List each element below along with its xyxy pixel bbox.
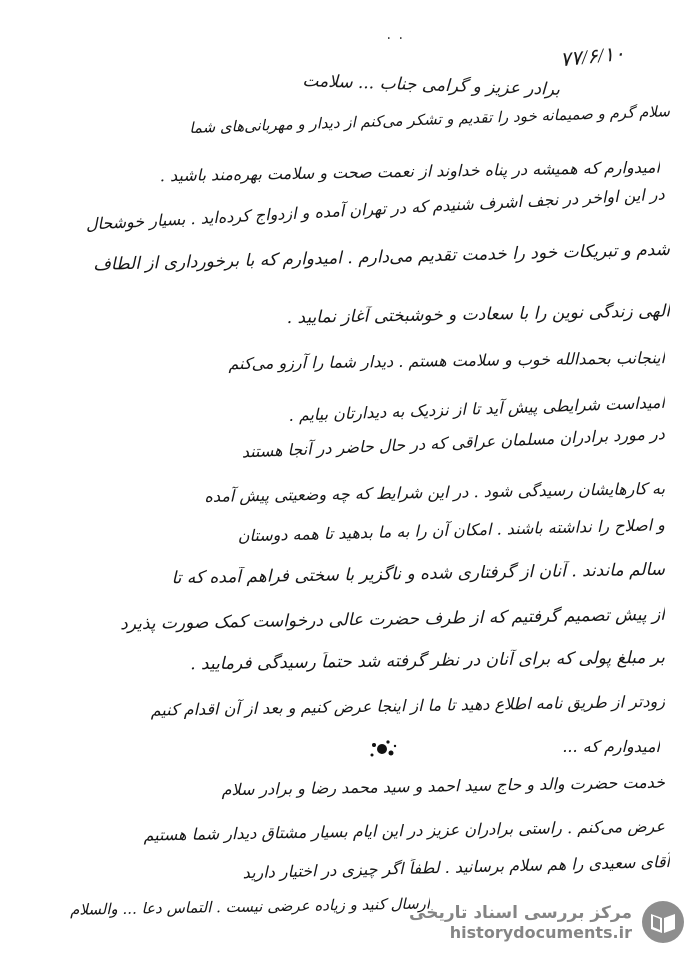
body-line: زودتر از طریق نامه اطلاع دهید تا ما از اینجا عرض کنیم و بعد از آن اقدام کنیم bbox=[150, 691, 666, 720]
postscript-line: خدمت حضرت والد و حاج سید احمد و سید محمد رضا و برادر سلام bbox=[221, 772, 666, 800]
ink-blot-icon bbox=[362, 735, 402, 763]
body-line: از پیش تصمیم گرفتیم که از طرف حضرت عالی درخواست کمک صورت پذیرد bbox=[120, 604, 666, 635]
body-line: شدم و تبریکات خود را خدمت تقدیم می‌دارم . امیدوارم که با برخورداری از الطاف bbox=[93, 239, 671, 275]
body-line: الهی زندگی نوین را با سعادت و خوشبختی آغاز نمایید . bbox=[286, 301, 671, 329]
postscript-line: ارسال کنید و زیاده عرضی نیست . التماس دعا ... والسلام bbox=[69, 894, 431, 919]
body-line: سلام گرم و صمیمانه خود را تقدیم و تشکر می‌کنم از دیدار و مهربانی‌های شما bbox=[188, 102, 671, 138]
watermark bbox=[409, 899, 686, 945]
book-logo-icon bbox=[640, 899, 686, 945]
watermark-url: historydocuments.ir bbox=[449, 922, 632, 942]
salutation: برادر عزیز و گرامی جناب ... سلامت bbox=[302, 70, 561, 100]
body-line: و اصلاح را نداشته باشند . امکان آن را به ما بدهید تا همه دوستان bbox=[237, 515, 666, 546]
postscript-line: آقای سعیدی را هم سلام برسانید . لطفاً اگر چیزی در اختیار دارید bbox=[242, 852, 671, 883]
body-line: در این اواخر در نجف اشرف شنیدم که در تهران آمده و ازدواج کرده‌اید . بسیار خوشحال bbox=[85, 184, 666, 234]
header-marks: ٠ ٠ bbox=[385, 30, 405, 46]
letter-date: ۷۷/۶/۱۰ bbox=[559, 42, 626, 72]
watermark-title: مرکز بررسی اسناد تاریخی bbox=[409, 902, 632, 923]
body-line: بر مبلغ پولی که برای آنان در نظر گرفته شد حتماً رسیدگی فرمایید . bbox=[190, 647, 666, 675]
body-line: امیدوارم که همیشه در پناه خداوند از نعمت صحت و سلامت بهره‌مند باشید . bbox=[159, 157, 661, 186]
body-line: امیدوارم که ... bbox=[562, 737, 660, 756]
body-line: به کارهایشان رسیدگی شود . در این شرایط که چه وضعیتی پیش آمده bbox=[204, 478, 666, 506]
body-line: سالم ماندند . آنان از گرفتاری شده و ناگزیر با سختی فراهم آمده که تا bbox=[171, 559, 666, 589]
body-line: امیداست شرایطی پیش آید تا از نزدیک به دیدارتان بیایم . bbox=[288, 392, 666, 425]
body-line: اینجانب بحمدالله خوب و سلامت هستم . دیدار شما را آرزو می‌کنم bbox=[228, 348, 666, 374]
body-line: در مورد برادران مسلمان عراقی که در حال حاضر در آنجا هستند bbox=[241, 424, 666, 462]
watermark-text bbox=[409, 903, 632, 942]
postscript-line: عرض می‌کنم . راستی برادران عزیز در این ایام بسیار مشتاق دیدار شما هستیم bbox=[143, 816, 666, 845]
